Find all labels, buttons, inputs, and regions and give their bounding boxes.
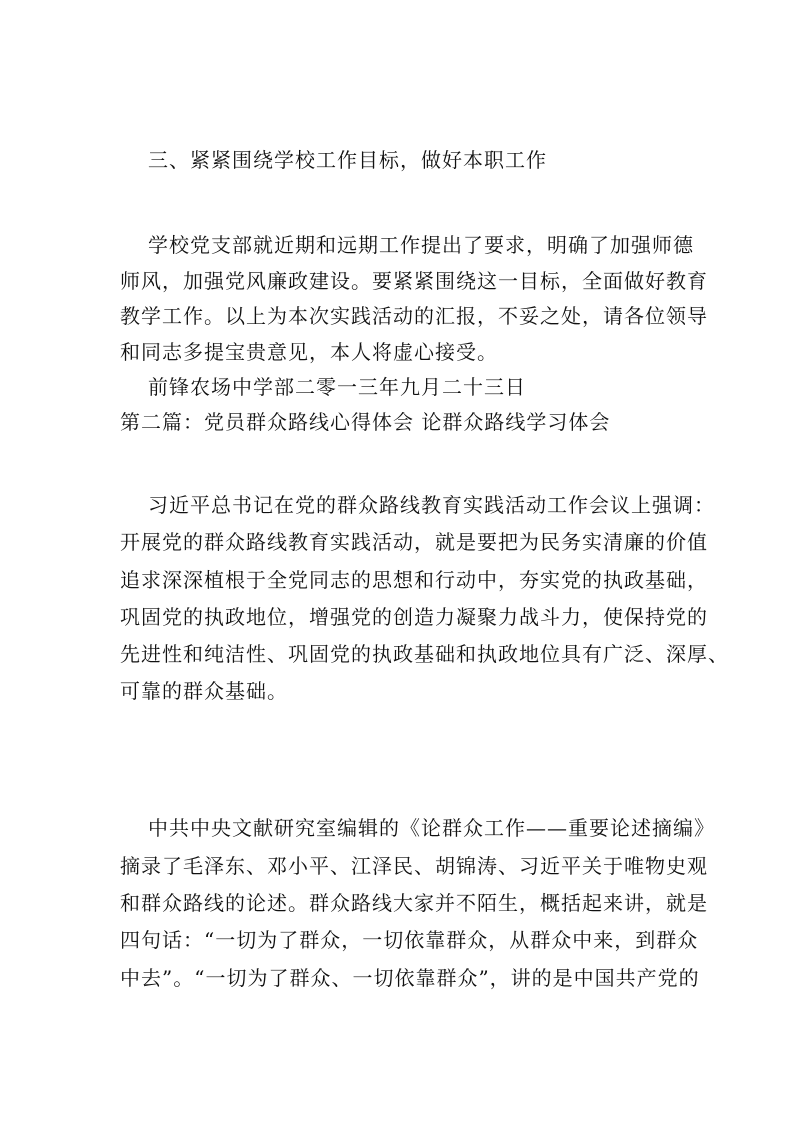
paragraph-3-line-1: 中共中央文献研究室编辑的《论群众工作——重要论述摘编》 [148, 816, 715, 840]
paragraph-3-line-4: 四句话：“一切为了群众，一切依靠群众，从群众中来，到群众 [120, 928, 699, 952]
signature-line: 前锋农场中学部二零一三年九月二十三日 [148, 375, 526, 399]
paragraph-1-line-2: 师风，加强党风廉政建设。要紧紧围绕这一目标，全面做好教育 [120, 269, 708, 293]
paragraph-3-line-3: 和群众路线的论述。群众路线大家并不陌生，概括起来讲，就是 [120, 891, 708, 915]
paragraph-3-line-2: 摘录了毛泽东、邓小平、江泽民、胡锦涛、习近平关于唯物史观 [120, 854, 708, 878]
paragraph-2-line-5: 先进性和纯洁性、巩固党的执政基础和执政地位具有广泛、深厚、 [120, 642, 729, 666]
part-2-title: 第二篇：党员群众路线心得体会 论群众路线学习体会 [120, 410, 611, 434]
paragraph-1-line-1: 学校党支部就近期和远期工作提出了要求，明确了加强师德 [148, 233, 694, 257]
paragraph-2-line-3: 追求深深植根于全党同志的思想和行动中，夯实党的执政基础， [120, 568, 708, 592]
paragraph-2-line-2: 开展党的群众路线教育实践活动，就是要把为民务实清廉的价值 [120, 530, 708, 554]
paragraph-1-line-3: 教学工作。以上为本次实践活动的汇报，不妥之处，请各位领导 [120, 304, 708, 328]
paragraph-3-line-5: 中去”。“一切为了群众、一切依靠群众”，讲的是中国共产党的 [120, 966, 700, 990]
paragraph-1-line-4: 和同志多提宝贵意见，本人将虚心接受。 [120, 340, 498, 364]
section-heading: 三、紧紧围绕学校工作目标，做好本职工作 [148, 148, 547, 172]
paragraph-2-line-1: 习近平总书记在党的群众路线教育实践活动工作会议上强调： [148, 493, 715, 517]
paragraph-2-line-6: 可靠的群众基础。 [120, 679, 288, 703]
paragraph-2-line-4: 巩固党的执政地位，增强党的创造力凝聚力战斗力，使保持党的 [120, 605, 708, 629]
